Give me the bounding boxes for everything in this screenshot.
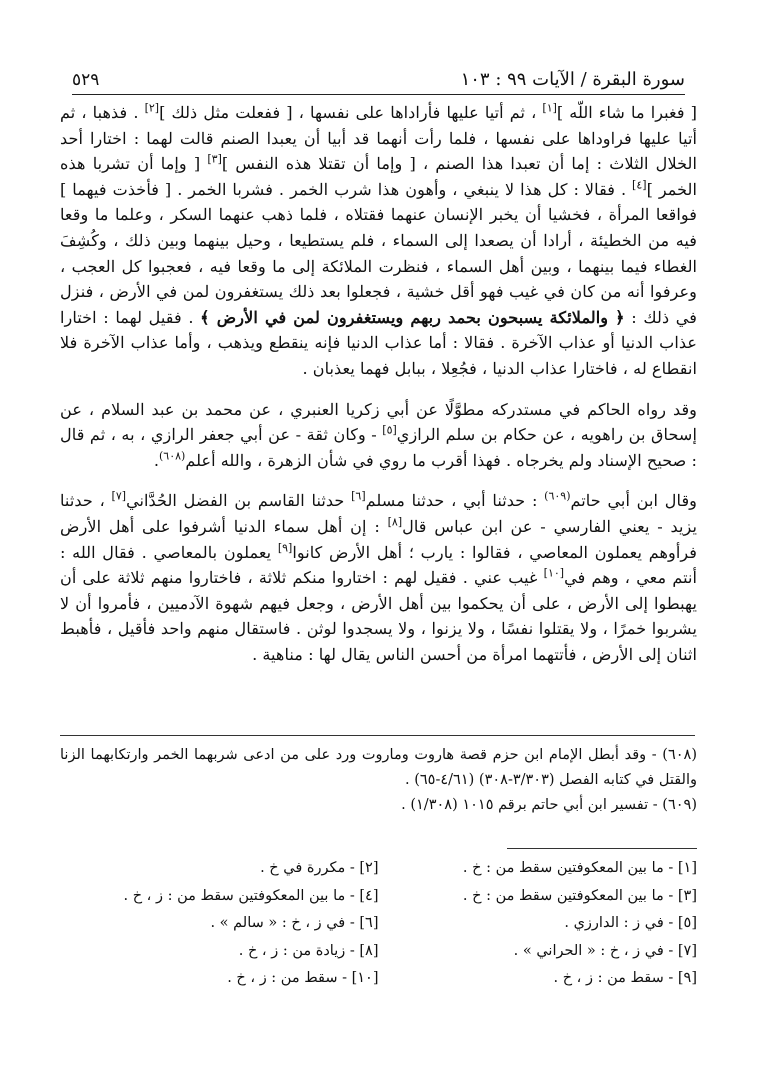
footnote-ref: [٢] (144, 101, 160, 115)
paragraph-gap (60, 473, 697, 488)
footnote-ref: (٦٠٨) (158, 449, 186, 463)
variant-note: [٢] - مكررة في خ . (260, 860, 379, 876)
footnote-ref: [٥] (382, 423, 397, 437)
footnote-ref: [٤] (632, 178, 647, 192)
text-run: ، ثم أتيا عليها فأراداها على نفسها ، [ ففعلت مثل ذلك ] (159, 103, 543, 122)
variant-note: [٨] - زيادة من : ز ، خ . (238, 942, 379, 959)
header-title: سورة البقرة / الآيات ٩٩ : ١٠٣ (460, 69, 685, 90)
text-run: غيب عني . فقيل لهم : اختاروا منكم ثلاثة ، فاختاروا منهم ثلاثة على أن يهبطوا إلى الأرض ، على أن يحكموا بين أهل الأرض ، وجعل فيهم شهوة الآدميين ، فأمروا أن لا يشربوا خمرًا ، ولا يقتلوا نفسًا ، ولا يزنوا ، ولا يسجدوا لوثن . فاستقال منهم واحد فأقيل ، فأهبط اثنان إلى الأرض ، فأتتهما امرأة من أحسن الناس يقال لها : مناهية . (60, 568, 697, 664)
variant-note: [١] - ما بين المعكوفتين سقط من : خ . (462, 860, 697, 876)
footnote: (٦٠٨) - وقد أبطل الإمام ابن حزم قصة هاروت وماروت ورد على من ادعى شربهما الخمر وارتكابهما الزنا والقتل في كتابه الفصل (٣/٣٠٣-٣٠٨) (٤/٦١-٦٥) . (60, 747, 697, 788)
text-run: [ وإما أن تشربا هذه الخمر ] (60, 154, 697, 199)
main-text (60, 100, 697, 667)
footnote-ref: [٧] (111, 489, 127, 503)
footnote-ref: [٣] (207, 152, 222, 166)
text-run: [ فغبرا ما شاء اللّه ] (556, 103, 697, 122)
text-run: . (153, 450, 159, 470)
footnote-divider (60, 735, 695, 736)
text-run: : حدثنا أبي ، حدثنا مسلم (365, 491, 545, 511)
quran-quote: ﴿ والملائكة يسبحون بحمد ربهم ويستغفرون لمن في الأرض ﴾ (200, 307, 625, 327)
paragraph (60, 397, 697, 474)
variant-note: [٤] - ما بين المعكوفتين سقط من : ز ، خ . (123, 887, 379, 904)
footnote-ref: [١] (542, 101, 557, 115)
footnotes (60, 743, 697, 818)
text-run: ، حدثنا يزيد - يعني الفارسي - عن ابن عباس قال (60, 491, 697, 536)
paragraph (60, 100, 697, 382)
variant-note: [٩] - سقط من : ز ، خ . (553, 970, 697, 986)
paragraph-gap (60, 382, 697, 397)
text-run: وقد رواه الحاكم في مستدركه مطوَّلًا عن أبي زكريا العنبري ، عن محمد بن عبد السلام ، عن إسحاق بن راهويه ، عن حكام بن سلم الرازي (60, 399, 697, 445)
page-number: ٥٢٩ (72, 70, 100, 90)
text-run: حدثنا القاسم بن الفضل الحُدَّاني (126, 491, 352, 511)
footnote-ref: (٦٠٩) (544, 489, 571, 503)
footnote-ref: [٦] (351, 489, 366, 503)
text-run: - وكان ثقة - عن أبي جعفر الرازي ، به ، ثم قال : صحيح الإسناد ولم يخرجاه . فهذا أقرب ما روي في شأن الزهرة ، والله أعلم (60, 425, 697, 470)
page-header (72, 60, 685, 95)
footnote-ref: [١٠] (543, 566, 565, 580)
text-run: يعملون بالمعاصي . فقال الله : أنتم معي ، وهم في (60, 542, 697, 588)
variant-note: [٧] - في ز ، خ : « الحراني » . (513, 942, 697, 959)
text-run: . فذهبا ، ثم أتيا عليها فراوداها على نفسها ، فلما رأت أنهما قد أبيا أن يعبدا الصنم قالت لهما : اختارا أحد الخلال الثلاث : إما أن تعبدا هذا الصنم ، [ وإما أن تقتلا هذه النفس ] (60, 103, 697, 174)
variant-note: [٦] - في ز ، خ : « سالم » . (210, 915, 379, 931)
paragraph (60, 488, 697, 667)
variant-note: [٣] - ما بين المعكوفتين سقط من : خ . (462, 887, 697, 904)
text-run: : إن أهل سماء الدنيا أشرفوا على أهل الأرض فرأوهم يعملون المعاصي ، فقالوا : يارب ؛ أهل الأرض كانوا (60, 516, 697, 562)
variants-divider (507, 848, 697, 849)
variant-note: [٥] - في ز : الدارزي . (564, 915, 697, 931)
variant-notes (100, 856, 697, 992)
text-run: وقال ابن أبي حاتم (570, 491, 697, 511)
variant-note: [١٠] - سقط من : ز ، خ . (227, 970, 379, 986)
footnote-ref: [٨] (387, 515, 403, 529)
text-run: . فقالا : كل هذا لا ينبغي ، وأهون هذا شرب الخمر . فشربا الخمر . [ فأخذت فيهما ] فواقعا المرأة ، فخشيا أن يخبر الإنسان عنهما فقتلاه ، فلما ذهب عنهما السكر ، وعلما ما وقعا فيه من الخطيئة ، أرادا أن يصعدا إلى السماء ، فلم يستطيعا ، وحيل بينهما وبين ذلك ، وكُشِفَ الغطاء فيما بينهما ، وبين أهل السماء ، فنظرت الملائكة إلى ما وقعا فيه ، فعجبوا كل العجب ، وعرفوا أنه من كان في غيب فهو أقل خشية ، فجعلوا بعد ذلك يستغفرون لمن في الأرض ، فنزل في ذلك : (60, 179, 698, 327)
text-run: . فقيل لهما : اختارا عذاب الدنيا أو عذاب الآخرة . فقالا : أما عذاب الدنيا فإنه ينقطع ويذهب ، وأما عذاب الآخرة فلا انقطاع له ، فاختارا عذاب الدنيا ، فجُعِلا ، ببابل فهما يعذبان . (60, 307, 697, 378)
footnote: (٦٠٩) - تفسير ابن أبي حاتم برقم ١٠١٥ (١/٣٠٨) . (401, 797, 697, 813)
footnote-ref: [٩] (277, 541, 293, 555)
